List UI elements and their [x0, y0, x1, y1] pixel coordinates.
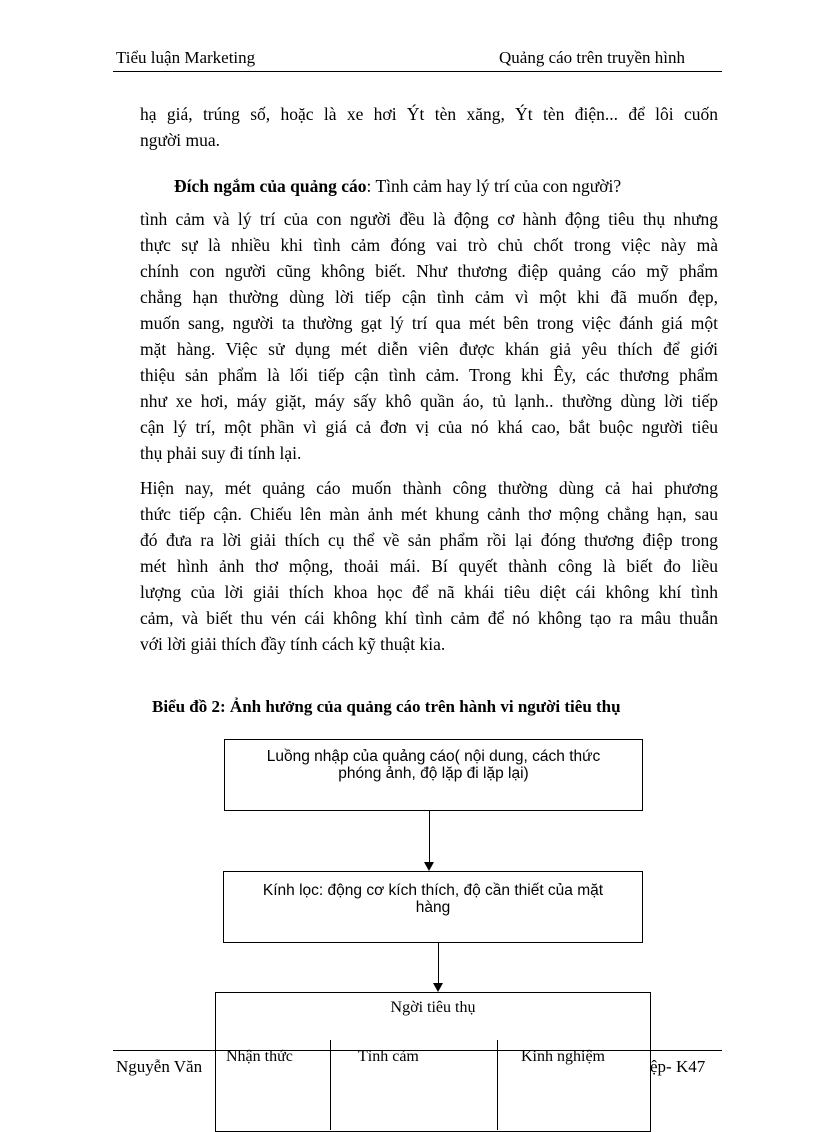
header-title-left: Tiểu luận Marketing — [116, 48, 256, 67]
paragraph-line: thụ phải suy đi tính lại. — [140, 443, 302, 463]
paragraph-line: chính con người cũng không biết. Như thương điệp quảng cáo mỹ phẩm — [140, 261, 718, 281]
box-text-line: Kính lọc: động cơ kích thích, độ cần thiết của mặt — [262, 882, 604, 899]
box-text-line: hàng — [415, 899, 451, 916]
paragraph-line: thức tiếp cận. Chiếu lên màn ảnh mét khung cảnh thơ mộng chẳng hạn, sau — [140, 504, 718, 524]
paragraph-line: mét hình ảnh thơ mộng, thoải mái. Bí quyết thành công là biết đo liều — [140, 556, 718, 576]
paragraph-line: cảm, và biết thu vén cái không khí tình cảm để nó không tạo ra mâu thuẫn — [140, 608, 718, 628]
consumer-box-title: Ngời tiêu thụ — [390, 999, 476, 1016]
paragraph-line: cận lý trí, một phần vì giá cả đơn vị của nó khá cao, bắt buộc người tiêu — [140, 417, 718, 437]
flow-arrow-line — [429, 811, 430, 863]
column-divider — [330, 1040, 331, 1130]
header-divider — [113, 71, 722, 72]
paragraph-line: muốn sang, người ta thường gạt lý trí qua mét bên trong việc đánh giá một — [140, 313, 718, 333]
arrow-down-icon — [433, 983, 443, 992]
footer-class: ệp- K47 — [650, 1057, 706, 1076]
column-divider — [497, 1040, 498, 1130]
section-heading-bold: Đích ngắm của quảng cáo — [174, 176, 367, 196]
paragraph-line: chẳng hạn thường dùng lời tiếp cận tình cảm vì một khi đã muốn đẹp, — [140, 287, 718, 307]
section-heading-rest: : Tình cảm hay lý trí của con người? — [366, 176, 622, 196]
paragraph-line: mặt hàng. Việc sử dụng mét diễn viên được khán giả yêu thích để giới — [140, 339, 718, 359]
paragraph-line: thực sự là nhiều khi tình cảm đóng vai trò chủ chốt trong việc này mà — [140, 235, 718, 255]
column-label-emotion: Tình cảm — [358, 1048, 419, 1065]
paragraph-line: người mua. — [140, 130, 220, 150]
arrow-down-icon — [424, 862, 434, 871]
input-flow-box — [224, 739, 643, 811]
paragraph-line: đó đưa ra lời giải thích cụ thể về sản phẩm rồi lại đóng thương điệp trong — [140, 530, 718, 550]
paragraph-line: hạ giá, trúng số, hoặc là xe hơi Ýt tèn xăng, Ýt tèn điện... để lôi cuốn — [140, 104, 718, 124]
filter-box — [223, 871, 643, 943]
paragraph-line: như xe hơi, máy giặt, máy sấy khô quần áo, tủ lạnh.. thường dùng lời tiếp — [140, 391, 718, 411]
column-label-experience: Kinh nghiệm — [521, 1048, 605, 1065]
paragraph-line: thiệu sản phẩm là lối tiếp cận tình cảm. Trong khi Êy, các thương phẩm — [140, 365, 718, 385]
flow-arrow-line — [438, 943, 439, 984]
paragraph-line: Hiện nay, mét quảng cáo muốn thành công thường dùng cả hai phương — [140, 478, 718, 498]
diagram-caption: Biểu đồ 2: Ảnh hưởng của quảng cáo trên hành vi người tiêu thụ — [152, 697, 621, 716]
box-text-line: Luồng nhập của quảng cáo( nội dung, cách thức — [266, 748, 601, 765]
header-title-right: Quảng cáo trên truyền hình — [499, 48, 685, 67]
paragraph-line: lượng của lời giải thích khoa học để nã khái tiêu diệt cái không khí tình — [140, 582, 718, 602]
column-label-perception: Nhận thức — [226, 1048, 293, 1065]
paragraph-line: tình cảm và lý trí của con người đều là động cơ hành động tiêu thụ nhưng — [140, 209, 718, 229]
paragraph-line: với lời giải thích đầy tính cách kỹ thuật kia. — [140, 634, 446, 654]
box-text-line: phóng ảnh, độ lặp đi lặp lại) — [338, 765, 529, 782]
footer-author: Nguyễn Văn — [116, 1057, 203, 1076]
section-heading — [174, 176, 621, 197]
